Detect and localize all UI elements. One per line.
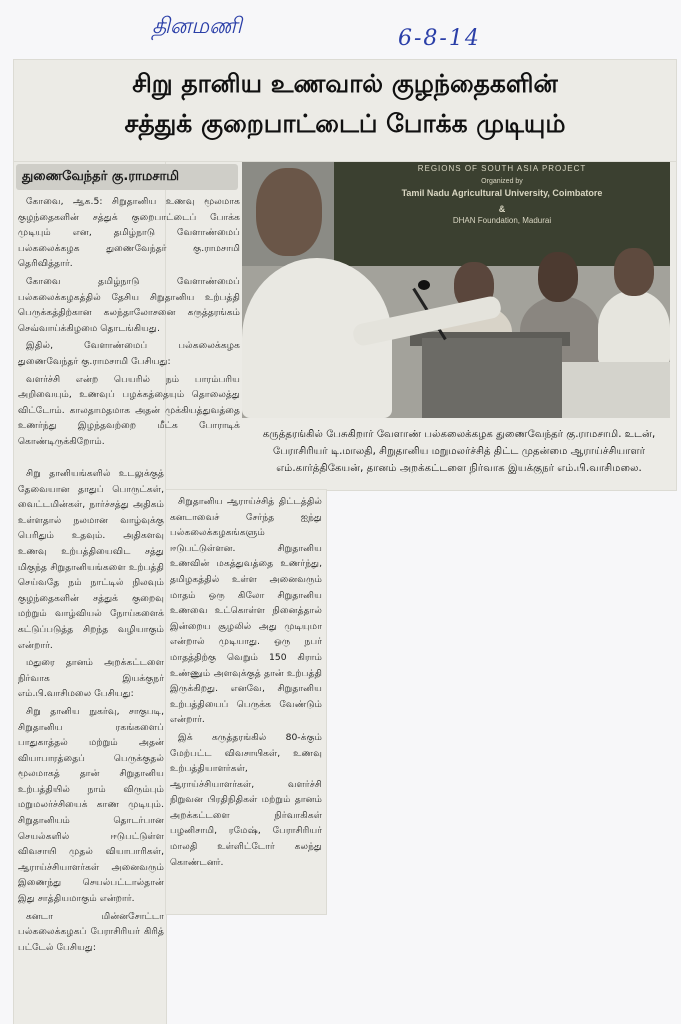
article-column-2 xyxy=(18,466,164,1022)
paragraph: சிறு தானிய நுகர்வு, சாகுபடி, சிறுதானிய ரகங்களைப் பாதுகாத்தல் மற்றும் அதன் வியாபாரத்தைப் பெருக்குதல் மூலமாகத் தான் சிறுதானிய உற்பத்தியில் நாம் விரும்பும் மறுமலர்ச்சியைக் காண முடியும். சிறுதானியம் தொடர்பான செயல்களில் ஈடுபட்டுள்ள விவசாயி முதல் வியாபாரிகள், ஆராய்ச்சியாளர்கள் அனைவரும் இணைந்து செயல்பட்டால்தான் இது சாத்தியமாகும் என்றார். xyxy=(18,705,164,905)
photo-speaker-head xyxy=(256,168,322,256)
photo-person-3-head xyxy=(538,252,578,302)
photo-person-4-head xyxy=(614,248,654,296)
paragraph: கோவை தமிழ்நாடு வேளாண்மைப் பல்கலைக்கழகத்தில் தேசிய சிறுதானிய உற்பத்தி பெருக்கத்திற்கான கலந்தாலோசனை கருத்தரங்கம் செவ்வாய்க்கிழமை தொடங்கியது. xyxy=(18,275,240,334)
event-photo xyxy=(242,162,670,418)
banner-ampersand: & xyxy=(498,204,506,214)
photo-person-4 xyxy=(598,290,670,366)
photo-banner xyxy=(334,162,670,266)
headline-line-1: சிறு தானிய உணவால் குழந்தைகளின் xyxy=(132,69,558,98)
banner-organizer-1: Tamil Nadu Agricultural University, Coimbatore xyxy=(401,188,603,198)
paragraph: கோவை, ஆக.5: சிறுதானிய உணவு மூலமாக குழந்தைகளின் சத்துக் குறைபாட்டைப் போக்க முடியும் என, தமிழ்நாடு வேளாண்மைப் பல்கலைக்கழக துணைவேந்தர் கு.ராமசாமி தெரிவித்தார். xyxy=(18,196,240,270)
paragraph: இதில், வேளாண்மைப் பல்கலைக்கழக துணைவேந்தர் கு.ராமசாமி பேசியது: xyxy=(18,340,240,367)
photo-podium xyxy=(422,338,562,418)
article-column-1 xyxy=(18,194,240,464)
subheading: துணைவேந்தர் கு.ராமசாமி xyxy=(16,164,238,190)
headline xyxy=(14,64,676,144)
photo-microphone xyxy=(418,280,430,290)
article-column-3 xyxy=(170,494,322,912)
paragraph: சிறுதானிய ஆராய்ச்சித் திட்டத்தில் கனடாவைச் சேர்ந்த ஐந்து பல்கலைக்கழகங்களும் ஈடுபட்டுள்ளன. சிறுதானிய உணவின் மகத்துவத்தை உணர்ந்து, தமிழகத்தில் உள்ள அனைவரும் மாதம் ஒரு கிலோ சிறுதானிய உணவை உட்கொள்ள நினைத்தால் இன்றைய சூழலில் அது முடியுமா என்றால் முடியாது. ஒரு நபர் மாதத்திற்கு வெறும் 150 கிராம் உண்ணும் அளவுக்குத் தான் உற்பத்தி இருக்கிறது. எனவே, சிறுதானிய உற்பத்தியைப் பெருக்க வேண்டும் என்றார். xyxy=(170,496,322,726)
banner-title: REGIONS OF SOUTH ASIA PROJECT xyxy=(417,164,587,173)
banner-organized-by: Organized by xyxy=(481,178,523,185)
headline-line-2: சத்துக் குறைபாட்டைப் போக்க முடியும் xyxy=(124,109,566,138)
paragraph: இக் கருத்தரங்கில் 80-க்கும் மேற்பட்ட விவசாயிகள், உணவு உற்பத்தியாளர்கள், ஆராய்ச்சியாளர்கள், வளர்ச்சி நிறுவன பிரதிநிதிகள் மற்றும் தானம் அறக்கட்டளை நிர்வாகிகள் பழனிசாமி, ரமேஷ், பேராசிரியர் மாலதி உள்ளிட்டோர் கலந்து கொண்டனர். xyxy=(170,731,322,868)
paragraph: கனடா மின்னசோட்டா பல்கலைக்கழகப் பேராசிரியர் கிரித் பட்டேல் பேசியது: xyxy=(18,910,164,953)
handwritten-date: 6-8-14 xyxy=(398,26,481,51)
photo-caption: கருத்தரங்கில் பேசுகிறார் வேளாண் பல்கலைக்கழக துணைவேந்தர் கு.ராமசாமி. உடன், பேராசிரியர் டி.மாலதி, சிறுதானிய மறுமலர்ச்சித் திட்ட முதன்மை ஆராய்ச்சியாளர் எம்.கார்த்திகேயன், தானம் அறக்கட்டளை நிர்வாக இயக்குநர் எம்.பி.வாசிமலை. xyxy=(262,429,656,474)
paragraph: வளர்ச்சி என்ற பெயரில் நம் பாரம்பரிய அறிவையும், உணவுப் பழக்கத்தையும் தொலைத்து விட்டோம். காலதாமதமாக அதன் முக்கியத்துவத்தை உணர்ந்து இழந்தவற்றை மீட்க போராடிக் கொண்டிருக்கிறோம். xyxy=(18,373,240,447)
paragraph: மதுரை தானம் அறக்கட்டளை நிர்வாக இயக்குநர் எம்.பி.வாசிமலை பேசியது: xyxy=(18,657,164,700)
paragraph: சிறு தானியங்களில் உடலுக்குத் தேவையான தாதுப் பொருட்கள், வைட்டமின்கள், நார்ச்சத்து அதிகம் உள்ளதால் நலமான வாழ்வுக்கு பெரிதும் உதவும். அதிகளவு உணவு உற்பத்தியைவிட சத்து மிகுந்த சிறுதானியங்களை உற்பத்தி செய்வதே நம் நாட்டில் நிலவும் குழந்தைகளின் சத்துக் குறைவு மற்றும் வாழ்வியல் நோய்களைக் கட்டுப்படுத்த சிறந்த வழியாகும் என்றார். xyxy=(18,468,164,651)
handwritten-paper-name: தினமணி xyxy=(152,14,242,39)
banner-organizer-2: DHAN Foundation, Madurai xyxy=(452,216,552,225)
